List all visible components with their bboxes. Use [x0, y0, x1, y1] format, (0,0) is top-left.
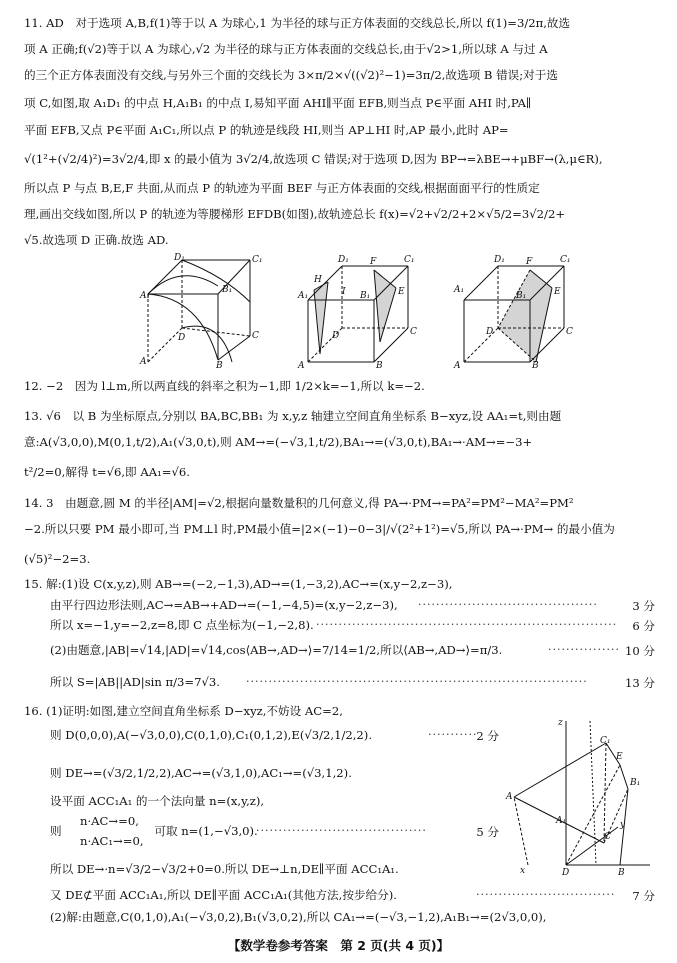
prism-label-B: B	[618, 868, 625, 878]
cube3-label-D1: D₁	[494, 255, 505, 265]
prism-label-C: C	[604, 832, 611, 842]
score-2: 2 分	[476, 729, 499, 743]
cube3-label-F: F	[526, 257, 533, 267]
cube1-label-D: D	[178, 333, 186, 343]
cube2-label-C: C	[410, 327, 417, 337]
q11-line-8: 理,画出交线如图,所以 P 的轨迹为等腰梯形 EFDB(如图),故轨迹总长 f(x)=√2+√2/2+2×√5/2=3√2/2+	[24, 207, 566, 221]
q16-line-5: 则 可取 n=(1,−√3,0).	[50, 824, 258, 838]
q16-system-eq-1: n·AC→=0,	[80, 814, 139, 828]
q13-line-1: 13. √6 以 B 为坐标原点,分别以 BA,BC,BB₁ 为 x,y,z 轴建立空间直角坐标系 B−xyz,设 AA₁=t,则由题	[24, 409, 562, 423]
cube-arcs-figure	[140, 252, 263, 371]
leader-dots: ············································································	[246, 675, 588, 688]
cube1-label-B1: B₁	[222, 285, 233, 295]
cube-trapezoid-figure	[454, 252, 574, 371]
cube3-label-D: D	[486, 327, 494, 337]
cube2-label-D1: D₁	[338, 255, 349, 265]
leader-dots: ················	[548, 643, 620, 656]
cube1-label-D1: D₁	[174, 253, 185, 263]
q14-line-2: −2.所以只要 PM 最小即可,当 PM⊥l 时,PM最小值=|2×(−1)−0−3|/√(2²+1²)=√5,所以 PA→·PM→ 的最小值为	[24, 522, 615, 536]
cube-plane-ahi-figure	[298, 252, 418, 371]
q13-line-3: t²/2=0,解得 t=√6,即 AA₁=√6.	[24, 465, 190, 479]
q11-line-3: 的三个正方体表面没有交线,与另外三个面的交线长为 3×π/2×√((√2)²−1)=3π/2,故选项 B 错误;对于选	[24, 68, 558, 82]
score-10: 10 分	[624, 644, 655, 658]
q16-line-6: 所以 DE→·n=√3/2−√3/2+0=0.所以 DE→⊥n,DE∥平面 ACC₁A₁.	[50, 862, 399, 876]
score-5: 5 分	[476, 825, 499, 839]
prism-label-A1: A₁	[556, 816, 567, 826]
cube3-label-A: A	[454, 361, 461, 371]
q12-line-1: 12. −2 因为 l⊥m,所以两直线的斜率之积为−1,即 1/2×k=−1,所以 k=−2.	[24, 379, 425, 393]
q11-line-2: 项 A 正确;f(√2)等于以 A 为球心,√2 为半径的球与正方体表面的交线总长,由于√2>1,所以球 A 与过 A	[24, 42, 548, 56]
q11-line-5: 平面 EFB,又点 P∈平面 A₁C₁,所以点 P 的轨迹是线段 HI,则当 AP⊥HI 时,AP 最小,此时 AP=	[24, 123, 509, 137]
cube3-label-B: B	[532, 361, 539, 371]
score-6: 6 分	[632, 619, 655, 633]
leader-dots: ········································	[418, 598, 598, 611]
score-7: 7 分	[632, 889, 655, 903]
q11-line-9: √5.故选项 D 正确.故选 AD.	[24, 233, 169, 247]
cube2-label-B: B	[376, 361, 383, 371]
q11-line-6: √(1²+(√2/4)²)=3√2/4,即 x 的最小值为 3√2/4,故选项 C 错误;对于选项 D,因为 BP→=λBE→+μBF→(λ,μ∈R),	[24, 152, 603, 166]
cube3-label-E: E	[554, 287, 561, 297]
score-3: 3 分	[632, 599, 655, 613]
prism-label-A: A	[506, 792, 513, 802]
cube2-label-F: F	[370, 257, 377, 267]
cube2-label-A1: A₁	[298, 291, 309, 301]
q15-line-4: (2)由题意,|AB|=√14,|AD|=√14,cos⟨AB→,AD→⟩=7/14=1/2,所以⟨AB→,AD→⟩=π/3.	[50, 643, 503, 657]
q15-line-1: 15. 解:(1)设 C(x,y,z),则 AB→=(−2,−1,3),AD→=(1,−3,2),AC→=(x,y−2,z−3),	[24, 577, 453, 591]
q15-line-2: 由平行四边形法则,AC→=AB→+AD→=(−1,−4,5)=(x,y−2,z−3),	[50, 598, 398, 612]
prism-label-x: x	[520, 866, 526, 876]
q16-line-7: 又 DE⊄平面 ACC₁A₁,所以 DE∥平面 ACC₁A₁(其他方法,按步给分).	[50, 888, 397, 902]
prism-label-z: z	[558, 718, 563, 728]
cube2-label-I: I	[342, 287, 346, 297]
q16-line-8: (2)解:由题意,C(0,1,0),A₁(−√3,0,2),B₁(√3,0,2),所以 CA₁→=(−√3,−1,2),A₁B₁→=(2√3,0,0),	[50, 910, 547, 924]
cube2-label-B1: B₁	[360, 291, 371, 301]
cube2-label-C1: C₁	[404, 255, 415, 265]
score-13: 13 分	[624, 676, 655, 690]
cube3-label-B1: B₁	[516, 291, 527, 301]
q15-line-5: 所以 S=|AB||AD|sin π/3=7√3.	[50, 675, 220, 689]
cube3-label-A1: A₁	[454, 285, 465, 295]
q13-line-2: 意:A(√3,0,0),M(0,1,t/2),A₁(√3,0,t),则 AM→=(−√3,1,t/2),BA₁→=(√3,0,t),BA₁→·AM→=−3+	[24, 435, 533, 449]
leader-dots: ···································································	[316, 618, 618, 631]
leader-dots: ···········	[428, 728, 478, 741]
cube1-label-B: B	[216, 361, 223, 371]
q11-line-7: 所以点 P 与点 B,E,F 共面,从而点 P 的轨迹为平面 BEF 与正方体表面的交线,根据面面平行的性质定	[24, 181, 540, 195]
page-footer: 【数学卷参考答案 第 2 页(共 4 页)】	[227, 938, 450, 953]
cube1-label-A: A	[140, 357, 147, 367]
cube2-label-A: A	[298, 361, 305, 371]
q16-line-1: 16. (1)证明:如图,建立空间直角坐标系 D−xyz,不妨设 AC=2,	[24, 704, 343, 718]
q16-line-2: 则 D(0,0,0),A(−√3,0,0),C(0,1,0),C₁(0,1,2),E(√3/2,1/2,2).	[50, 728, 373, 742]
q11-line-4: 项 C,如图,取 A₁D₁ 的中点 H,A₁B₁ 的中点 I,易知平面 AHI∥平面 EFB,则当点 P∈平面 AHI 时,PA∥	[24, 96, 532, 110]
cube1-label-C: C	[252, 331, 259, 341]
q16-line-3: 则 DE→=(√3/2,1/2,2),AC→=(√3,1,0),AC₁→=(√3,1,2).	[50, 766, 352, 780]
cube1-label-A1: A₁	[140, 291, 151, 301]
q11-line-1: 11. AD 对于选项 A,B,f(1)等于以 A 为球心,1 为半径的球与正方体表面的交线总长,所以 f(1)=3/2π,故选	[24, 16, 571, 30]
prism-label-E: E	[616, 752, 623, 762]
cube3-label-C: C	[566, 327, 573, 337]
cube2-label-E: E	[398, 287, 405, 297]
prism-label-D: D	[562, 868, 570, 878]
q16-system-eq-2: n·AC₁→=0,	[80, 834, 144, 848]
prism-coordinate-figure	[500, 715, 660, 878]
q15-line-3: 所以 x=−1,y=−2,z=8,即 C 点坐标为(−1,−2,8).	[50, 618, 314, 632]
q14-line-3: (√5)²−2=3.	[24, 552, 91, 566]
prism-label-y: y	[620, 820, 626, 830]
leader-dots: ·······························	[476, 888, 616, 901]
cube2-label-H: H	[314, 275, 322, 285]
leader-dots: ······································	[256, 824, 427, 837]
prism-label-C1: C₁	[600, 736, 611, 746]
cube3-label-C1: C₁	[560, 255, 571, 265]
cube2-label-D: D	[332, 331, 340, 341]
cube1-label-C1: C₁	[252, 255, 263, 265]
prism-label-B1: B₁	[630, 778, 641, 788]
q16-line-4: 设平面 ACC₁A₁ 的一个法向量 n=(x,y,z),	[50, 794, 265, 808]
q14-line-1: 14. 3 由题意,圆 M 的半径|AM|=√2,根据向量数量积的几何意义,得 PA→·PM→=PA²=PM²−MA²=PM²	[24, 496, 574, 510]
